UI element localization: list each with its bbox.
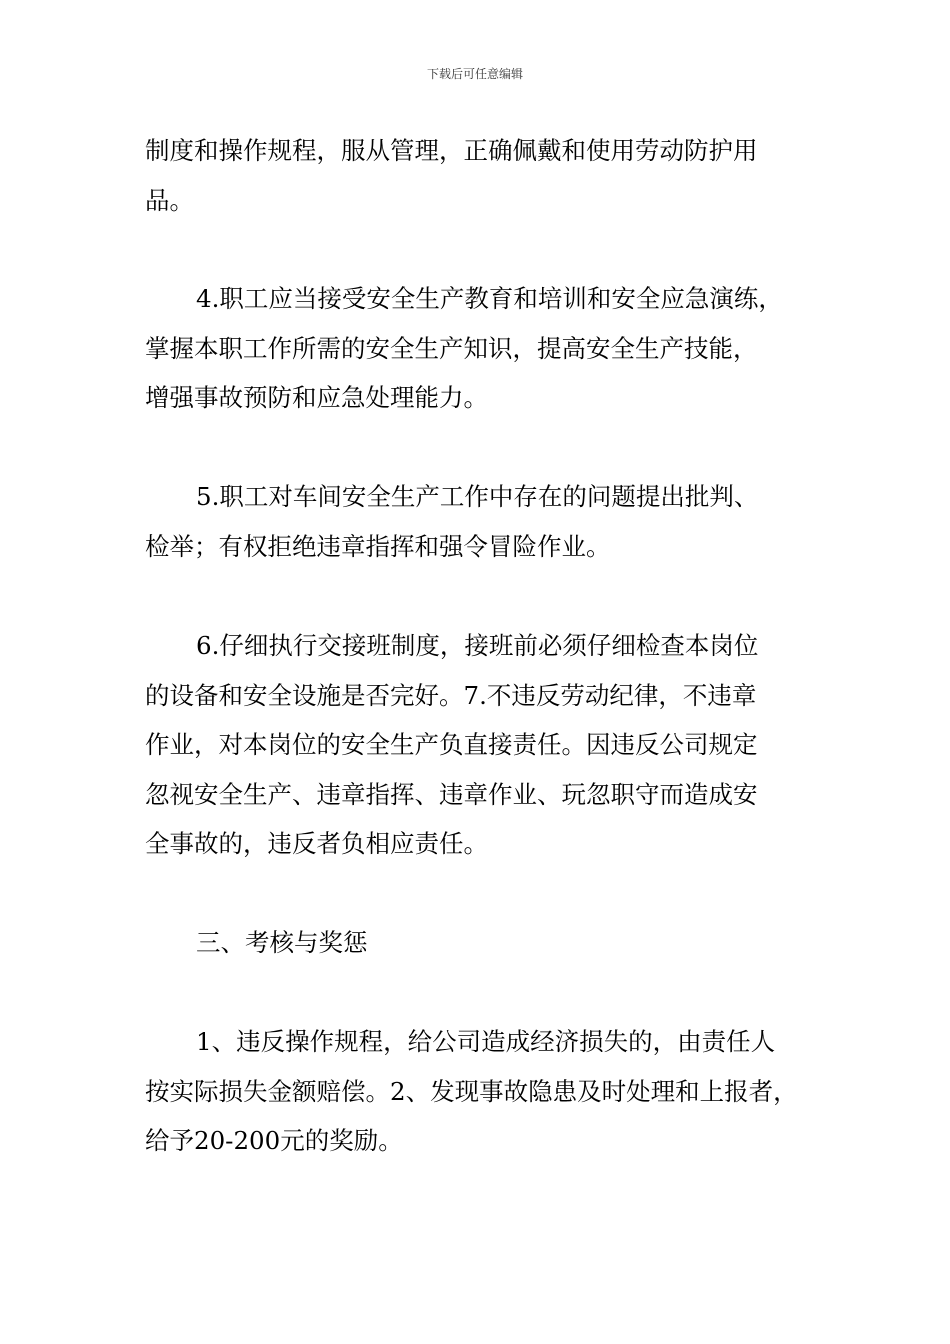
paragraph-item-4 [145, 274, 825, 423]
section-title: 三、考核与奖惩 [196, 928, 368, 957]
text-line: 按实际损失金额赔偿。2、发现事故隐患及时处理和上报者， [145, 1076, 798, 1106]
text-line: 增强事故预防和应急处理能力。 [145, 383, 488, 412]
text-line: 的设备和安全设施是否完好。7.不违反劳动纪律，不违章 [145, 680, 757, 710]
text-line: 品。 [145, 185, 194, 215]
paragraph-item-5 [145, 472, 825, 571]
text-line: 给予20-200元的奖励。 [145, 1126, 403, 1155]
text-line: 检举；有权拒绝违章指挥和强令冒险作业。 [145, 531, 611, 561]
paragraph-continuation [145, 126, 825, 225]
paragraph-rewards [145, 1017, 825, 1166]
text-line: 4.职工应当接受安全生产教育和培训和安全应急演练， [196, 284, 783, 313]
page-header: 下载后可任意编辑 [426, 67, 523, 81]
text-line: 5.职工对车间安全生产工作中存在的问题提出批判、 [196, 482, 759, 511]
text-line: 掌握本职工作所需的安全生产知识，提高安全生产技能， [145, 333, 758, 363]
text-line: 1、违反操作规程，给公司造成经济损失的，由责任人 [196, 1027, 776, 1056]
text-line: 6.仔细执行交接班制度，接班前必须仔细检查本岗位 [196, 631, 759, 660]
text-line: 作业，对本岗位的安全生产负直接责任。因违反公司规定 [145, 730, 758, 759]
text-line: 全事故的，违反者负相应责任。 [145, 829, 488, 858]
paragraph-item-6-7 [145, 621, 825, 869]
text-line: 忽视安全生产、违章指挥、违章作业、玩忽职守而造成安 [145, 779, 758, 809]
text-line: 制度和操作规程，服从管理，正确佩戴和使用劳动防护用 [145, 136, 758, 165]
section-heading [145, 918, 825, 968]
